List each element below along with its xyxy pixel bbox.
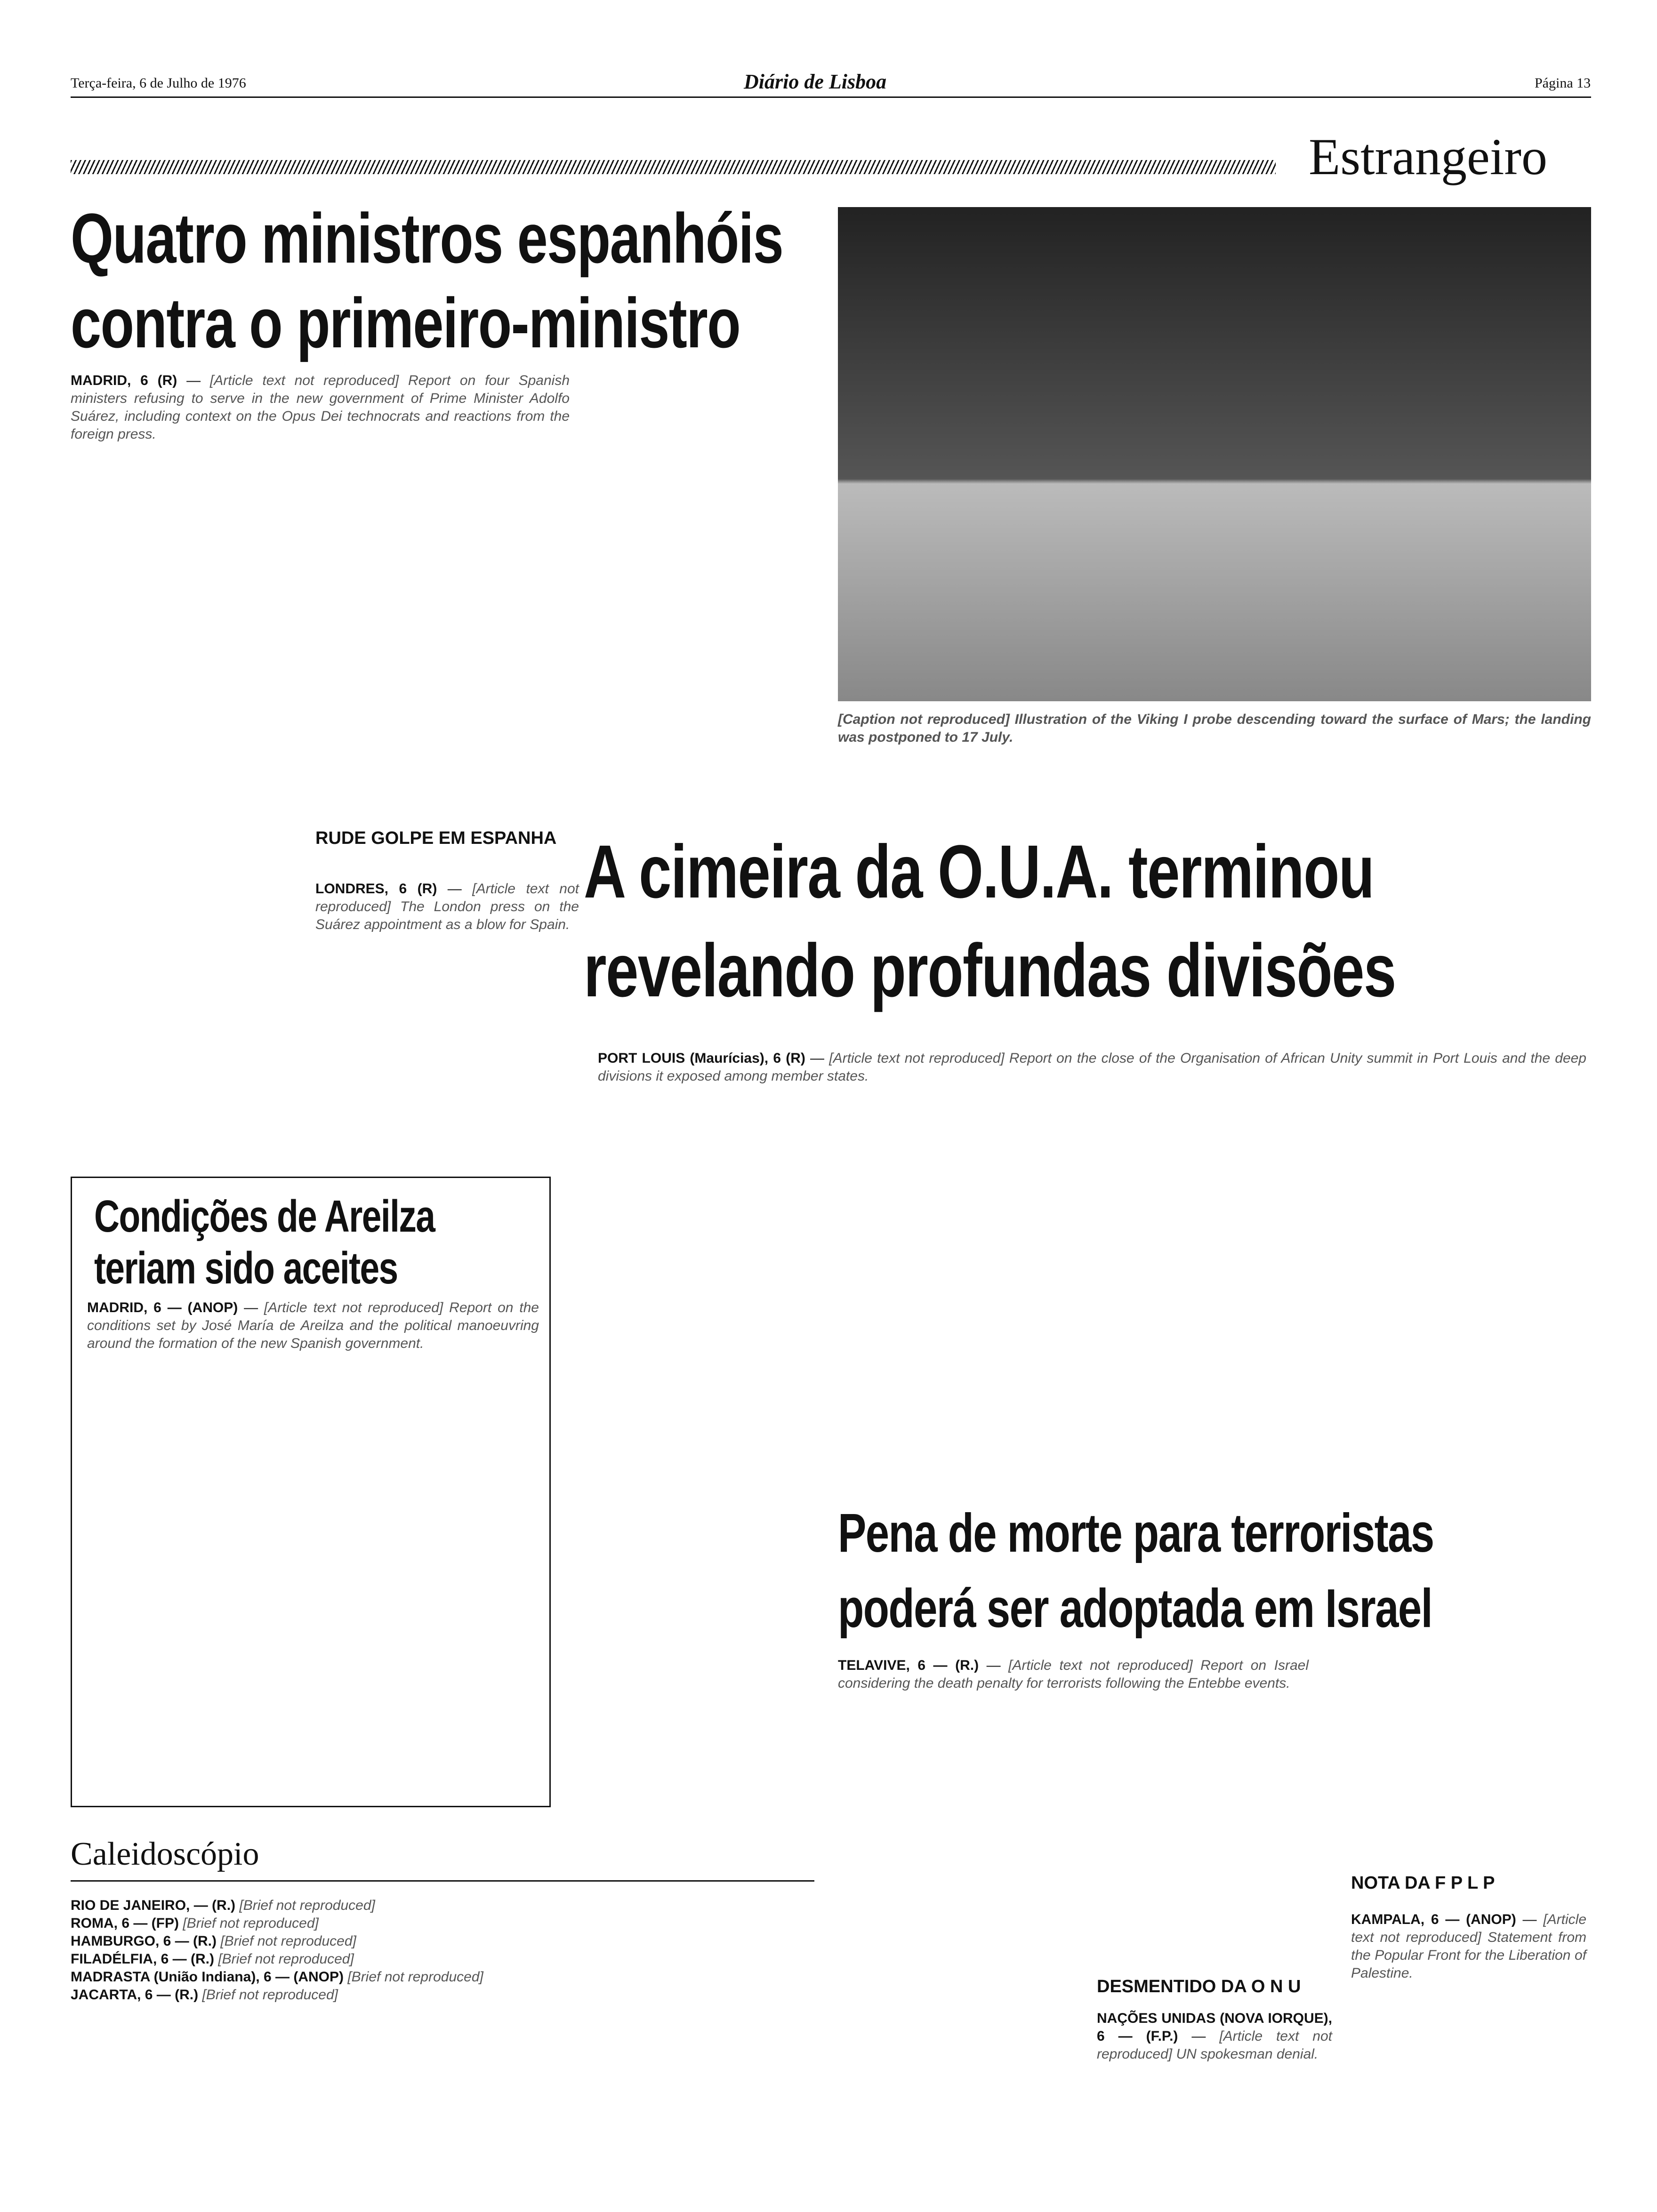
israel-subhead-2-dateline: KAMPALA, 6 — (ANOP) [1351,1912,1516,1927]
cal-dateline: ROMA, 6 — (FP) [71,1915,179,1931]
mars-caption-text: [Caption not reproduced] Illustration of the Viking I probe descending toward the surface of Mars; the landing was postponed to 17 July. [838,712,1591,745]
spain-body: MADRID, 6 (R) — [Article text not reproduced] Report on four Spanish ministers refusing to serve in the new government of Prime Minister Adolfo Suárez, including context on the Opus Dei technocrats and reactions from the foreign press. [71,373,570,442]
israel-subhead-1: DESMENTIDO DA O N U [1097,1977,1301,1996]
areilza-dateline: MADRID, 6 — (ANOP) [87,1300,238,1315]
section-hatch [71,160,1276,174]
caleidoscopio-item [71,1897,814,1915]
section-label: Estrangeiro [1309,128,1548,185]
oua-headline-2: revelando profundas divisões [584,928,1396,1012]
israel-summary: [Article text not reproduced] Report on Israel considering the death penalty for terrorists following the Entebbe events. [838,1658,1309,1691]
spain-subhead: RUDE GOLPE EM ESPANHA [315,828,557,848]
masthead-paper: Diário de Lisboa [744,70,887,93]
masthead-date: Terça-feira, 6 de Julho de 1976 [71,75,246,91]
areilza-summary: [Article text not reproduced] Report on the conditions set by José María de Areilza and the political manoeuvring around the formation of the new Spanish government. [87,1300,539,1351]
israel-body: TELAVIVE, 6 — (R.) — [Article text not reproduced] Report on Israel considering the death penalty for terrorists following the Entebbe events. [838,1658,1309,1691]
oua-summary: [Article text not reproduced] Report on the close of the Organisation of African Unity summit in Port Louis and the deep divisions it exposed among member states. [598,1050,1586,1084]
caleidoscopio-item [71,1986,814,2004]
spain-dateline: MADRID, 6 (R) [71,373,177,388]
oua-headline-1: A cimeira da O.U.A. terminou [584,829,1374,914]
israel-subhead-1-body: NAÇÕES UNIDAS (NOVA IORQUE), 6 — (F.P.) — [Article text not reproduced] UN spokesman denial. [1097,2011,1332,2062]
israel-subhead-2: NOTA DA F P L P [1351,1873,1495,1893]
spain-sub-body: LONDRES, 6 (R) — [Article text not reproduced] The London press on the Suárez appointment as a blow for Spain. [315,881,579,932]
spain-headline-2: contra o primeiro-ministro [71,283,740,362]
cal-dateline: HAMBURGO, 6 — (R.) [71,1933,217,1949]
cal-dateline: RIO DE JANEIRO, — (R.) [71,1898,236,1913]
spain-summary: [Article text not reproduced] Report on four Spanish ministers refusing to serve in the new government of Prime Minister Adolfo Suárez, including context on the Opus Dei technocrats and reactions from the foreign press. [71,373,570,442]
cal-dateline: MADRASTA (União Indiana), 6 — (ANOP) [71,1969,344,1985]
oua-dateline: PORT LOUIS (Maurícias), 6 (R) [598,1050,805,1066]
israel-dateline: TELAVIVE, 6 — (R.) [838,1658,979,1673]
caleidoscopio-item [71,1968,814,1986]
spain-sub-dateline: LONDRES, 6 (R) [315,881,437,897]
mars-photo [838,207,1591,701]
israel-subhead-2-summary: [Article text not reproduced] Statement from the Popular Front for the Liberation of Palestine. [1351,1912,1586,1981]
caleidoscopio-item [71,1932,814,1950]
cal-dateline: FILADÉLFIA, 6 — (R.) [71,1951,214,1967]
cal-summary: [Brief not reproduced] [218,1951,354,1967]
israel-subhead-1-dateline: NAÇÕES UNIDAS (NOVA IORQUE), 6 — (F.P.) [1097,2011,1332,2044]
israel-headline-2: poderá ser adoptada em Israel [838,1578,1432,1639]
israel-subhead-1-summary: [Article text not reproduced] UN spokesman denial. [1097,2028,1332,2062]
caleidoscopio-item [71,1950,814,1968]
caleidoscopio-rule [71,1880,814,1882]
spain-sub-summary: [Article text not reproduced] The London press on the Suárez appointment as a blow for Spain. [315,881,579,932]
masthead-page: Página 13 [1535,75,1591,91]
cal-summary: [Brief not reproduced] [183,1915,319,1931]
cal-summary: [Brief not reproduced] [239,1898,375,1913]
cal-summary: [Brief not reproduced] [202,1987,338,2003]
oua-body: PORT LOUIS (Maurícias), 6 (R) — [Article text not reproduced] Report on the close of the Organisation of African Unity summit in Port Louis and the deep divisions it exposed among member states. [598,1050,1586,1084]
areilza-headline-1: Condições de Areilza [94,1191,435,1242]
cal-summary: [Brief not reproduced] [347,1969,483,1985]
areilza-body: MADRID, 6 — (ANOP) — [Article text not reproduced] Report on the conditions set by José María de Areilza and the political manoeuvring around the formation of the new Spanish government. [87,1300,539,1351]
caleidoscopio-title: Caleidoscópio [71,1836,259,1872]
israel-subhead-2-body: KAMPALA, 6 — (ANOP) — [Article text not reproduced] Statement from the Popular Front for the Liberation of Palestine. [1351,1912,1586,1981]
cal-dateline: JACARTA, 6 — (R.) [71,1987,199,2003]
areilza-headline-2: teriam sido aceites [94,1243,398,1293]
caleidoscopio-item [71,1915,814,1932]
cal-summary: [Brief not reproduced] [220,1933,356,1949]
israel-headline-1: Pena de morte para terroristas [838,1502,1434,1563]
mars-caption [838,711,1591,746]
spain-headline-1: Quatro ministros espanhóis [71,199,783,278]
caleidoscopio-list [71,1897,814,2004]
masthead-rule [71,96,1591,98]
